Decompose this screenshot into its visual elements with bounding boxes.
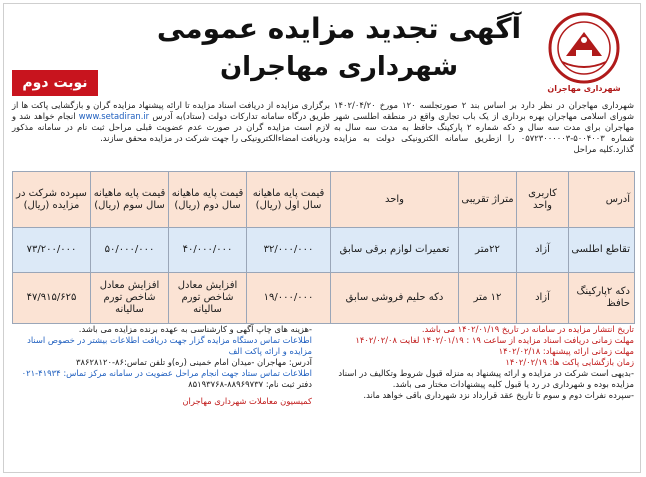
cell-unit: دکه حلیم فروشی سابق <box>331 273 459 324</box>
advertisement-page <box>3 3 641 473</box>
municipality-logo-icon <box>536 10 632 88</box>
cell-year1-price: ۳۲/۰۰۰/۰۰۰ <box>247 228 331 273</box>
header-usage: کاربری واحد <box>517 172 569 228</box>
document-deadline: مهلت زمانی دریافت اسناد مزایده از ساعت ۱۹ : ۱۴۰۲/۰۱/۱۹ لغایت ۱۴۰۲/۰۲/۰۸ <box>355 335 634 345</box>
title-line-1: آگهی تجدید مزایده عمومی <box>156 12 522 45</box>
cell-year2-price: ۴۰/۰۰۰/۰۰۰ <box>169 228 247 273</box>
second-round-badge: نوبت دوم <box>12 70 98 96</box>
logo-caption: شهرداری مهاجران <box>547 84 621 93</box>
intro-text-left <box>12 100 330 144</box>
cell-year3-price: ۵۰/۰۰۰/۰۰۰ <box>91 228 169 273</box>
auction-table <box>12 171 635 324</box>
deposit-note: -سپرده نفرات دوم و سوم تا تاریخ عقد قرارداد نزد شهرداری باقی خواهد ماند. <box>363 390 634 400</box>
registration-office: دفتر ثبت نام: ۸۸۹۶۹۷۳۷-۸۵۱۹۳۷۶۸ <box>188 379 312 389</box>
schedule-block <box>322 324 634 401</box>
signature: کمیسیون معاملات شهرداری مهاجران <box>182 396 312 406</box>
cell-year2-price: افزایش معادل شاخص تورم سالیانه <box>169 273 247 324</box>
cell-year1-price: ۱۹/۰۰۰/۰۰۰ <box>247 273 331 324</box>
header-year1-price: قیمت پایه ماهیانه سال اول (ریال) <box>247 172 331 228</box>
cell-area: ۱۲ متر <box>459 273 517 324</box>
table-header-row <box>13 172 635 228</box>
header <box>4 4 642 96</box>
opening-date: زمان بازگشایی پاکت ها: ۱۴۰۲/۰۲/۱۹ <box>505 357 634 367</box>
publish-date: تاریخ انتشار مزایده در سامانه در تاریخ ۱۴۰۲/۰۱/۱۹ می باشد. <box>421 324 634 334</box>
cell-area: ۲۲متر <box>459 228 517 273</box>
header-unit: واحد <box>331 172 459 228</box>
cell-usage: آزاد <box>517 273 569 324</box>
header-area: متراژ تقریبی <box>459 172 517 228</box>
intro-text-right: شهرداری مهاجران در نظر دارد بر اساس بند ۲ صورتجلسه ۱۲۰ مورخ ۱۴۰۲/۰۴/۲۰ شورای اسلامی مهاجران بهره برداری از یک باب تجاری واقع در منطقه اطلسی شهر مهاجران برای مدت سه سال و دکه شماره ۲ پارکینگ حافظ به مدت سه سال به شماره ۵۰۰۴۰۰۳-۰۵۷۲۳۰۰۰۰۰۳ را ازطریق سامانه الکترونیکی دولت به مزایده گذارد.کلیه مراحل <box>334 100 634 154</box>
setad-link[interactable]: www.setadiran.ir <box>78 111 150 121</box>
contact-block <box>12 324 312 407</box>
cell-address: تقاطع اطلسی <box>569 228 635 273</box>
title-line-2: شهرداری مهاجران <box>219 52 459 82</box>
proposal-deadline: مهلت زمانی ارائه پیشنهاد: ۱۴۰۲/۰۲/۱۸ <box>498 346 634 356</box>
costs-note: -هزینه های چاپ آگهی و کارشناسی به عهده برنده مزایده می باشد. <box>78 324 312 334</box>
auctioneer-address: آدرس: مهاجران -میدان امام خمینی (ره)و تلفن تماس:۸۶-۳۸۶۲۸۱۲۰ <box>76 357 312 367</box>
cell-year3-price: افزایش معادل شاخص تورم سالیانه <box>91 273 169 324</box>
cell-deposit: ۷۳/۲۰۰/۰۰۰ <box>13 228 91 273</box>
header-address: آدرس <box>569 172 635 228</box>
header-deposit: سپرده شرکت در مزایده (ریال) <box>13 172 91 228</box>
table-row <box>13 273 635 324</box>
header-year3-price: قیمت پایه ماهیانه سال سوم (ریال) <box>91 172 169 228</box>
cell-unit: تعمیرات لوازم برقی سابق <box>331 228 459 273</box>
header-year2-price: قیمت پایه ماهیانه سال دوم (ریال) <box>169 172 247 228</box>
setad-contact: اطلاعات تماس ستاد جهت انجام مراحل عضویت در سامانه مرکز تماس: ۴۱۹۳۴-۰۲۱ <box>21 368 312 378</box>
intro-text-left-part1: برگزاری مزایده از دریافت اسناد مزایده تا ارائه پیشنهاد مزایده گران و بازگشایی پاکت ها از طریق درگاه سامانه تدارکات دولت (ستاد)به آدرس <box>12 100 330 121</box>
terms-note: -بدیهی است شرکت در مزایده و ارائه پیشنهاد به منزله قبول شروط وتکالیف در اسناد مزایده بوده و شهرداری در رد یا قبول کلیه پیشنهادات مختار می باشد. <box>338 368 634 389</box>
cell-address: دکه ۲پارکینگ حافظ <box>569 273 635 324</box>
auctioneer-contact-heading: اطلاعات تماس دستگاه مزایده گزار جهت دریافت اطلاعات بیشتر در خصوص اسناد مزایده و ارائه پاکت الف <box>27 335 312 356</box>
cell-usage: آزاد <box>517 228 569 273</box>
intro-text-left-part2: انجام خواهد شد و لازم است مزایده گران در صورت عدم عضویت قبلی مراحل ثبت نام در سامانه مذکور ودریافت امضاءالکترونیکی را جهت شرکت در مزایده محقق سازند. <box>12 111 330 143</box>
cell-deposit: ۴۷/۹۱۵/۶۲۵ <box>13 273 91 324</box>
table-row <box>13 228 635 273</box>
